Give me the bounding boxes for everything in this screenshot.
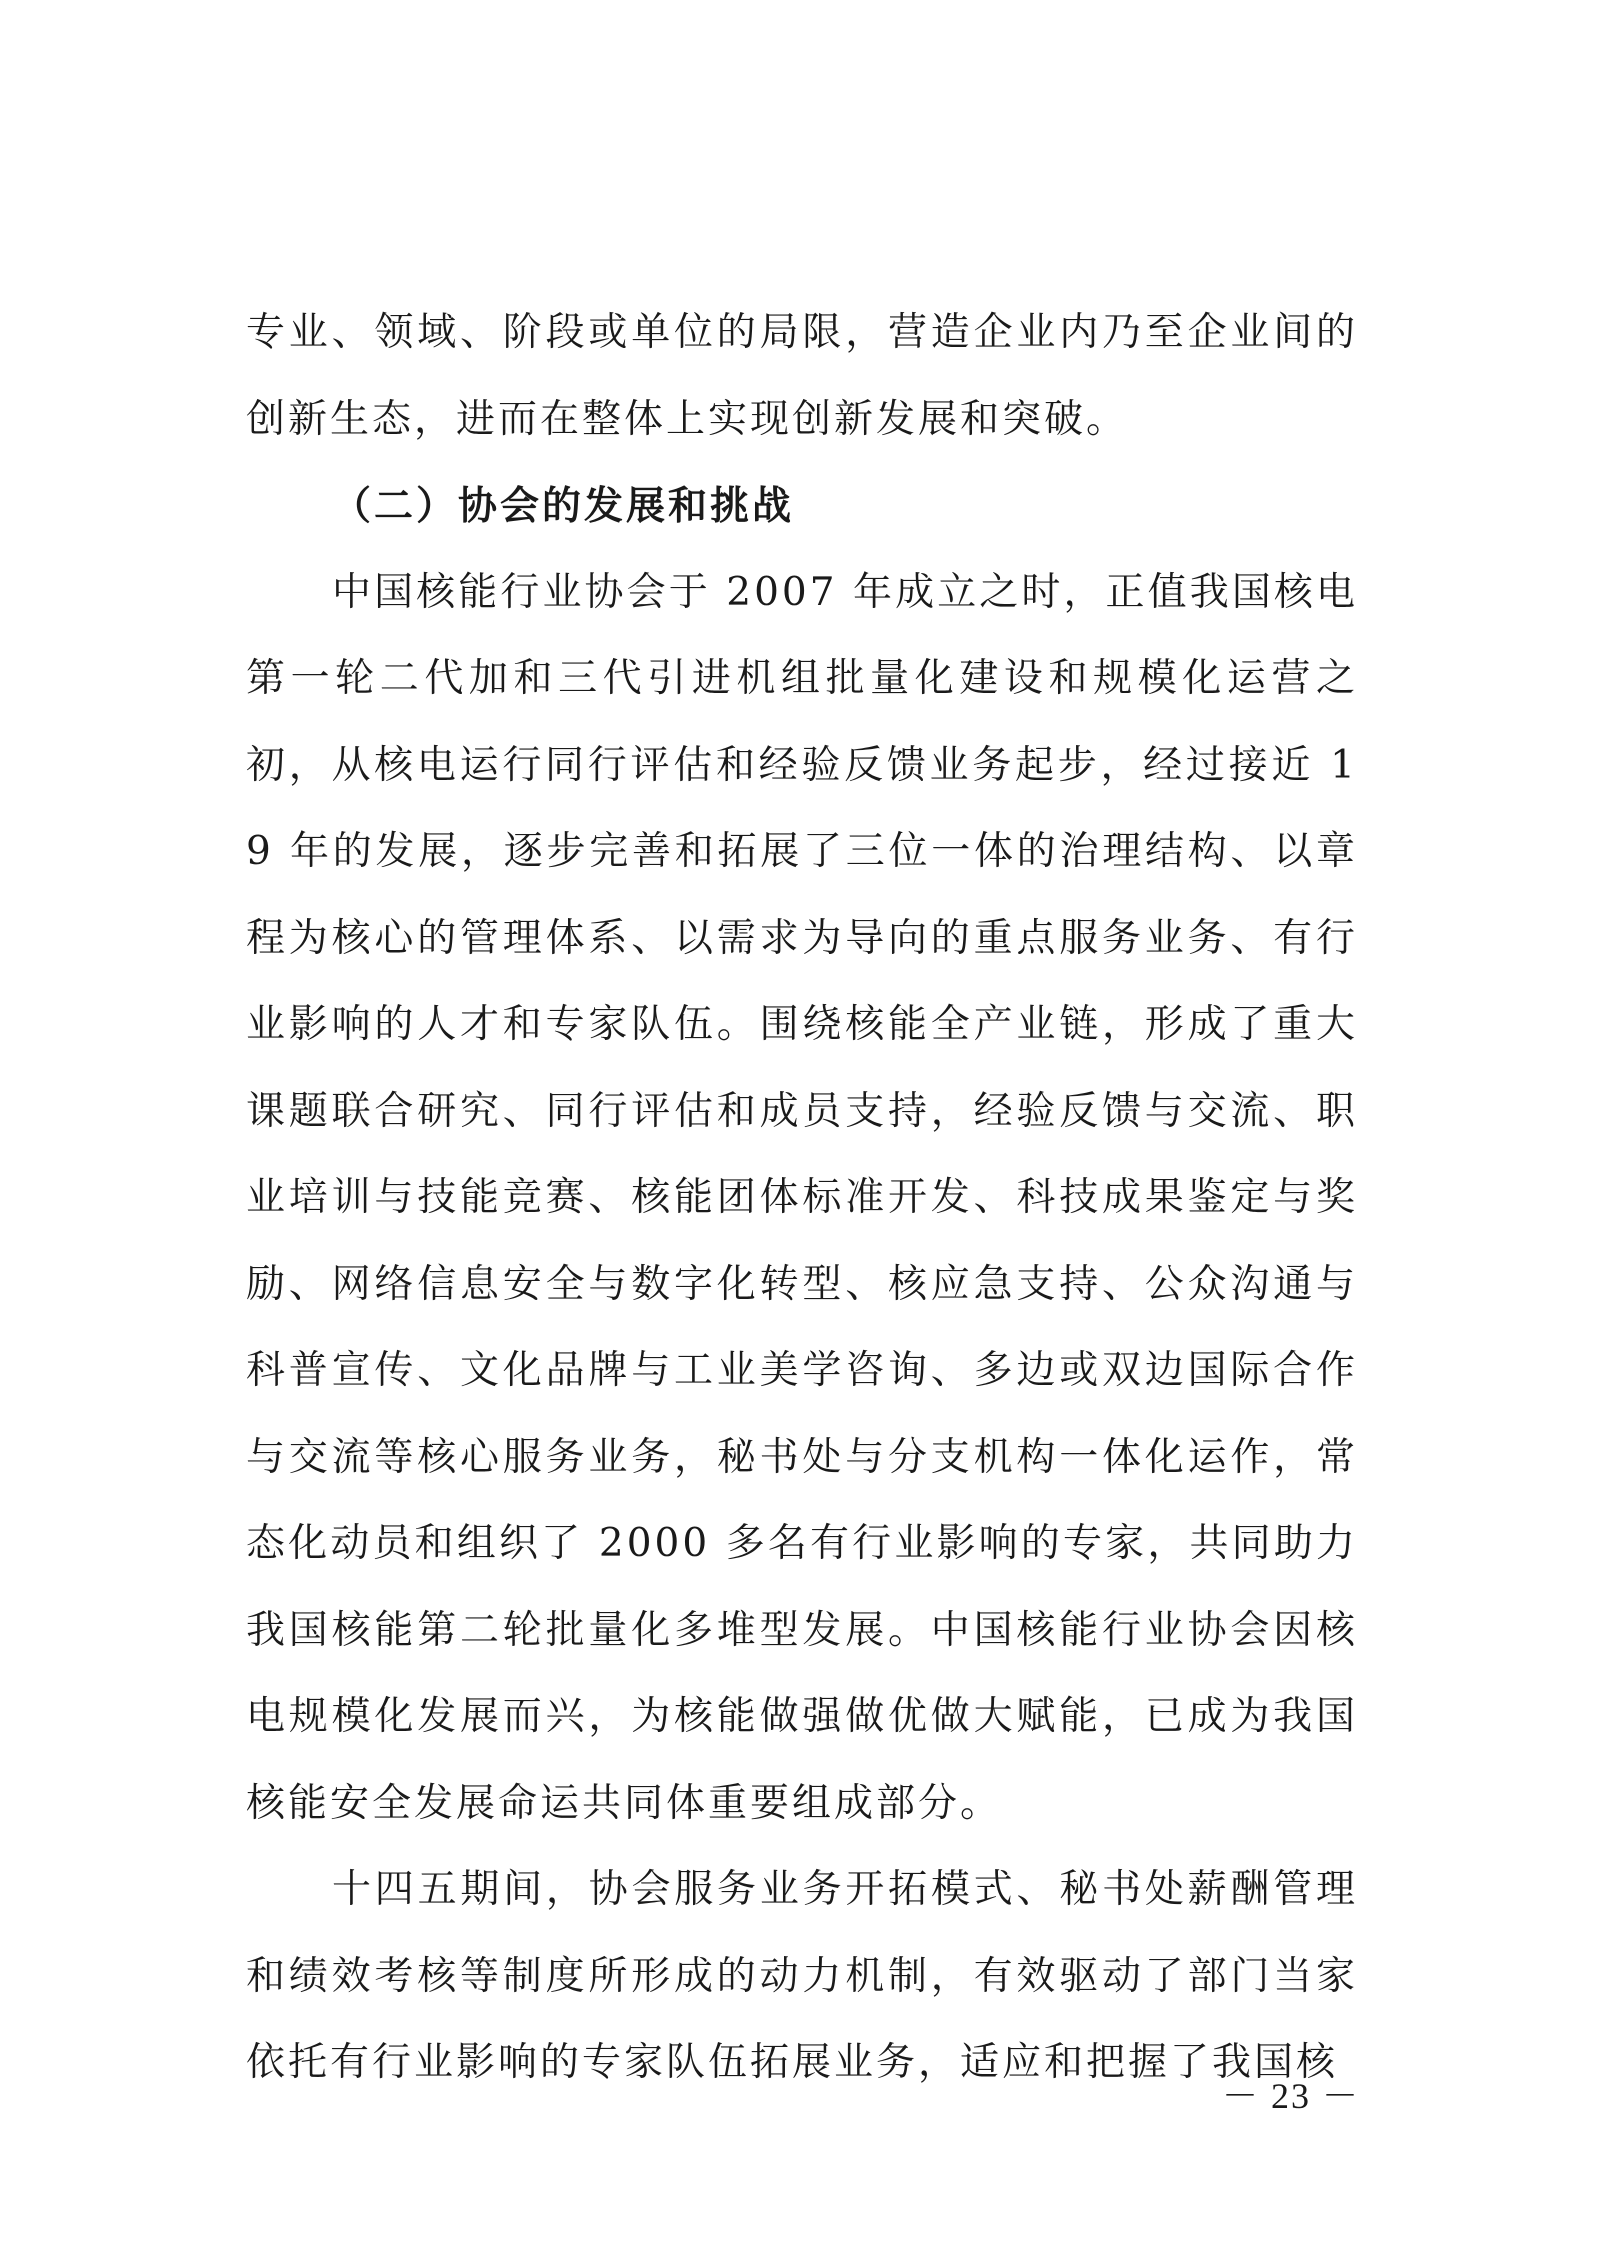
page-content	[246, 290, 1358, 2107]
paragraph-association-history: 中国核能行业协会于 2007 年成立之时，正值我国核电第一轮二代加和三代引进机组批量化建设和规模化运营之初，从核电运行同行评估和经验反馈业务起步，经过接近 19 年的发展，逐步完善和拓展了三位一体的治理结构、以章程为核心的管理体系、以需求为导向的重点服务业务、有行业影响的人才和专家队伍。围绕核能全产业链，形成了重大课题联合研究、同行评估和成员支持，经验反馈与交流、职业培训与技能竞赛、核能团体标准开发、科技成果鉴定与奖励、网络信息安全与数字化转型、核应急支持、公众沟通与科普宣传、文化品牌与工业美学咨询、多边或双边国际合作与交流等核心服务业务，秘书处与分支机构一体化运作，常态化动员和组织了 2000 多名有行业影响的专家，共同助力我国核能第二轮批量化多堆型发展。中国核能行业协会因核电规模化发展而兴，为核能做强做优做大赋能，已成为我国核能安全发展命运共同体重要组成部分。	[246, 569, 1358, 1826]
paragraph-fourteenth-five-year: 十四五期间，协会服务业务开拓模式、秘书处薪酬管理和绩效考核等制度所形成的动力机制，有效驱动了部门当家依托有行业影响的专家队伍拓展业务，适应和把握了我国核	[246, 1867, 1358, 2085]
section-heading: （二）协会的发展和挑战	[332, 483, 795, 529]
page-number: － 23 －	[1221, 2076, 1360, 2116]
paragraph-continuation: 专业、领域、阶段或单位的局限，营造企业内乃至企业间的创新生态，进而在整体上实现创新发展和突破。	[246, 310, 1358, 442]
